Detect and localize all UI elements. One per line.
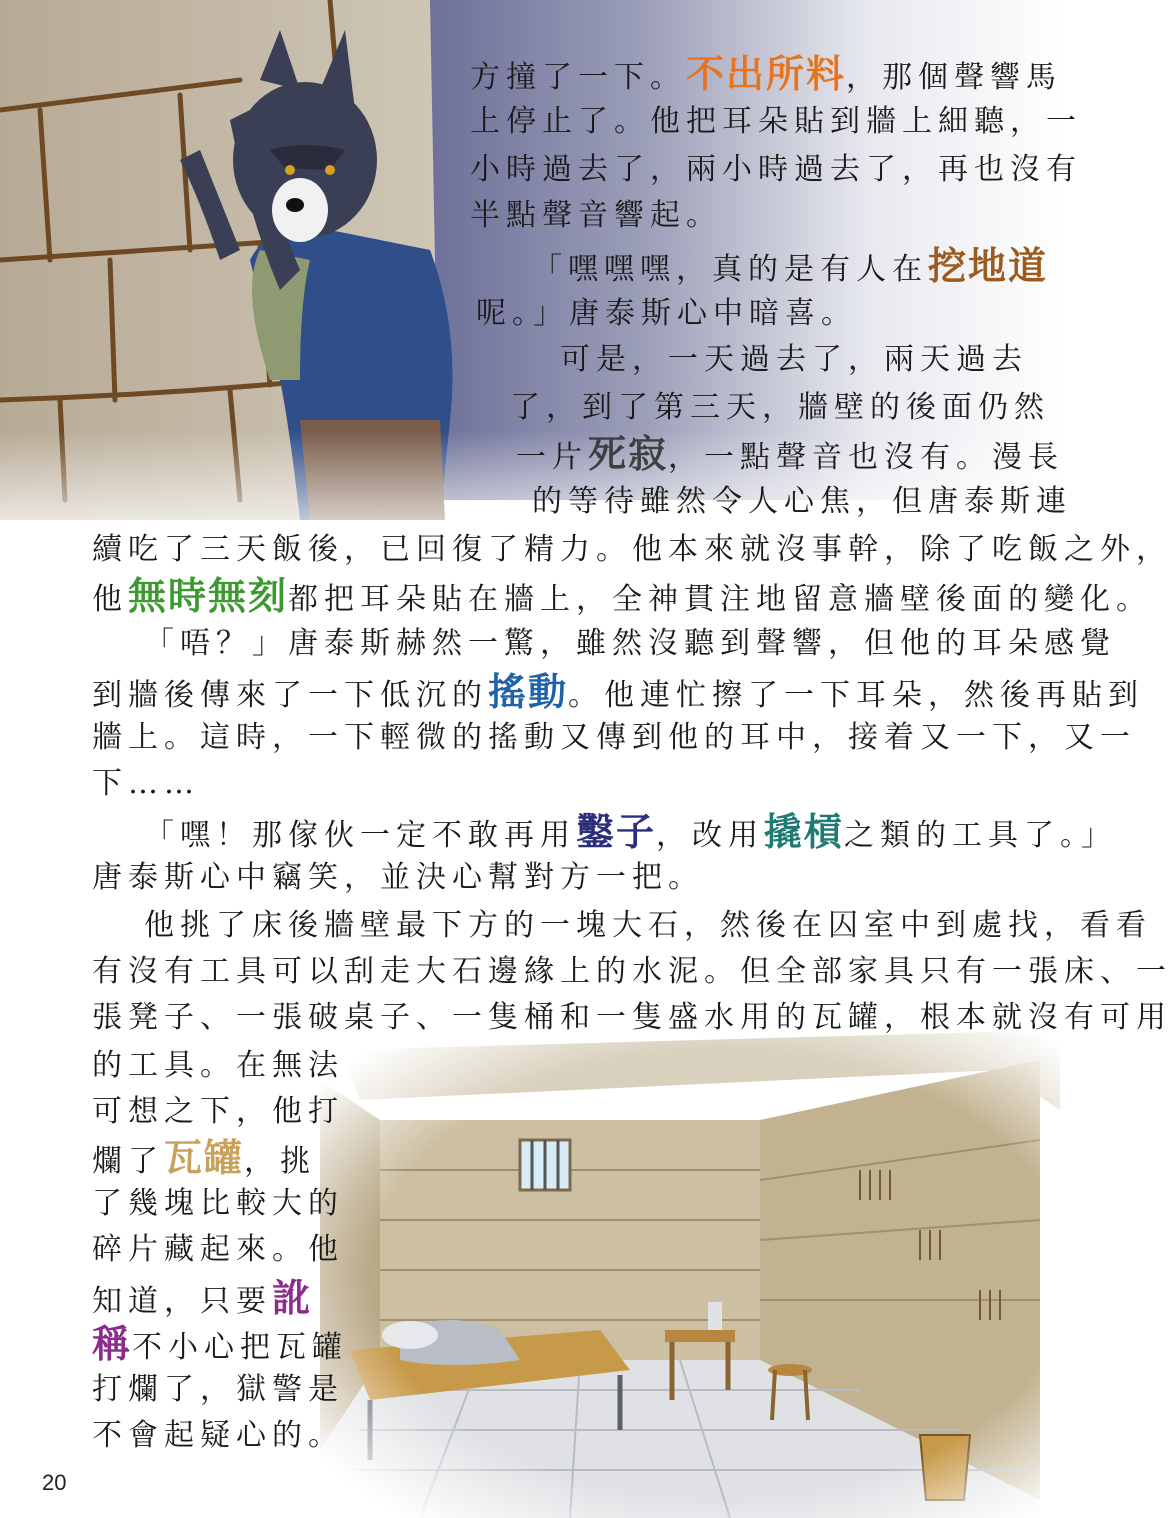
text-line bbox=[532, 246, 1048, 290]
keyword-highlight: 稱 bbox=[92, 1322, 133, 1366]
text-line: 續吃了三天飯後，已回復了精力。他本來就沒事幹，除了吃飯之外， bbox=[92, 532, 1172, 567]
text-line: 碎片藏起來。他 bbox=[92, 1232, 344, 1267]
text-line: 可想之下，他打 bbox=[92, 1094, 344, 1129]
text-line bbox=[92, 1138, 316, 1182]
text-line: 他挑了床後牆壁最下方的一塊大石，然後在囚室中到處找，看看 bbox=[144, 908, 1152, 943]
text-line bbox=[516, 434, 1064, 478]
text-segment: 「嘿！那傢伙一定不敢再用 bbox=[144, 818, 576, 853]
text-line: 的等待雖然令人心焦，但唐泰斯連 bbox=[532, 484, 1072, 519]
text-segment: 「嘿嘿嘿，真的是有人在 bbox=[532, 252, 928, 287]
text-line: 可是，一天過去了，兩天過去 bbox=[560, 342, 1028, 377]
page-number: 20 bbox=[42, 1470, 67, 1495]
text-segment: 一片 bbox=[516, 440, 588, 475]
text-line bbox=[470, 54, 1062, 98]
text-line bbox=[92, 1278, 312, 1322]
prison-cell-illustration bbox=[300, 1030, 1064, 1518]
text-segment: ，一點聲音也沒有。漫長 bbox=[668, 440, 1065, 475]
text-segment: 爛了 bbox=[92, 1144, 164, 1179]
text-line bbox=[92, 1324, 348, 1368]
text-line: 的工具。在無法 bbox=[92, 1048, 344, 1083]
text-segment: 。他連忙擦了一下耳朵，然後再貼到 bbox=[568, 678, 1145, 713]
text-segment: 之類的工具了。」 bbox=[844, 818, 1118, 853]
text-segment: ，那個聲響馬 bbox=[846, 60, 1063, 95]
text-line: 「唔？」唐泰斯赫然一驚，雖然沒聽到聲響，但他的耳朵感覺 bbox=[144, 626, 1116, 661]
text-line: 牆上。這時，一下輕微的搖動又傳到他的耳中，接着又一下，又一 bbox=[92, 720, 1136, 755]
keyword-highlight: 不出所料 bbox=[686, 52, 847, 96]
text-segment: 方撞了一下。 bbox=[470, 60, 686, 95]
keyword-highlight: 瓦罐 bbox=[164, 1136, 245, 1180]
text-segment: 到牆後傳來了一下低沉的 bbox=[92, 678, 488, 713]
text-line: 呢。」唐泰斯心中暗喜。 bbox=[476, 296, 857, 331]
text-segment: ，改用 bbox=[656, 818, 765, 853]
text-segment: 知道，只要 bbox=[92, 1284, 272, 1319]
text-line: 唐泰斯心中竊笑，並決心幫對方一把。 bbox=[92, 860, 704, 895]
keyword-highlight: 訛 bbox=[272, 1276, 313, 1320]
text-segment: 他 bbox=[92, 582, 128, 617]
text-line: 了，到了第三天，牆壁的後面仍然 bbox=[510, 390, 1050, 425]
text-line: 下…… bbox=[92, 766, 200, 801]
text-line: 上停止了。他把耳朵貼到牆上細聽，一 bbox=[470, 104, 1082, 139]
text-line: 了幾塊比較大的 bbox=[92, 1186, 344, 1221]
text-line: 小時過去了，兩小時過去了，再也沒有 bbox=[470, 152, 1082, 187]
text-line: 打爛了，獄警是 bbox=[92, 1372, 344, 1407]
keyword-highlight: 無時無刻 bbox=[128, 574, 289, 618]
keyword-highlight: 撬槓 bbox=[764, 810, 845, 854]
text-segment: 都把耳朵貼在牆上，全神貫注地留意牆壁後面的變化。 bbox=[288, 582, 1153, 617]
text-line bbox=[92, 576, 1152, 620]
text-line: 有沒有工具可以刮走大石邊緣上的水泥。但全部家具只有一張床、一 bbox=[92, 954, 1172, 989]
keyword-highlight: 挖地道 bbox=[928, 244, 1049, 288]
text-line: 半點聲音響起。 bbox=[470, 198, 722, 233]
text-line bbox=[144, 812, 1117, 856]
text-line: 張凳子、一張破桌子、一隻桶和一隻盛水用的瓦罐，根本就沒有可用 bbox=[92, 1000, 1172, 1035]
text-line: 不會起疑心的。 bbox=[92, 1418, 344, 1453]
keyword-highlight: 鑿子 bbox=[576, 810, 657, 854]
keyword-highlight: 搖動 bbox=[488, 670, 569, 714]
text-line bbox=[92, 672, 1144, 716]
text-segment: ，挑 bbox=[244, 1144, 317, 1179]
keyword-highlight: 死寂 bbox=[588, 432, 669, 476]
text-segment: 不小心把瓦罐 bbox=[132, 1330, 349, 1365]
